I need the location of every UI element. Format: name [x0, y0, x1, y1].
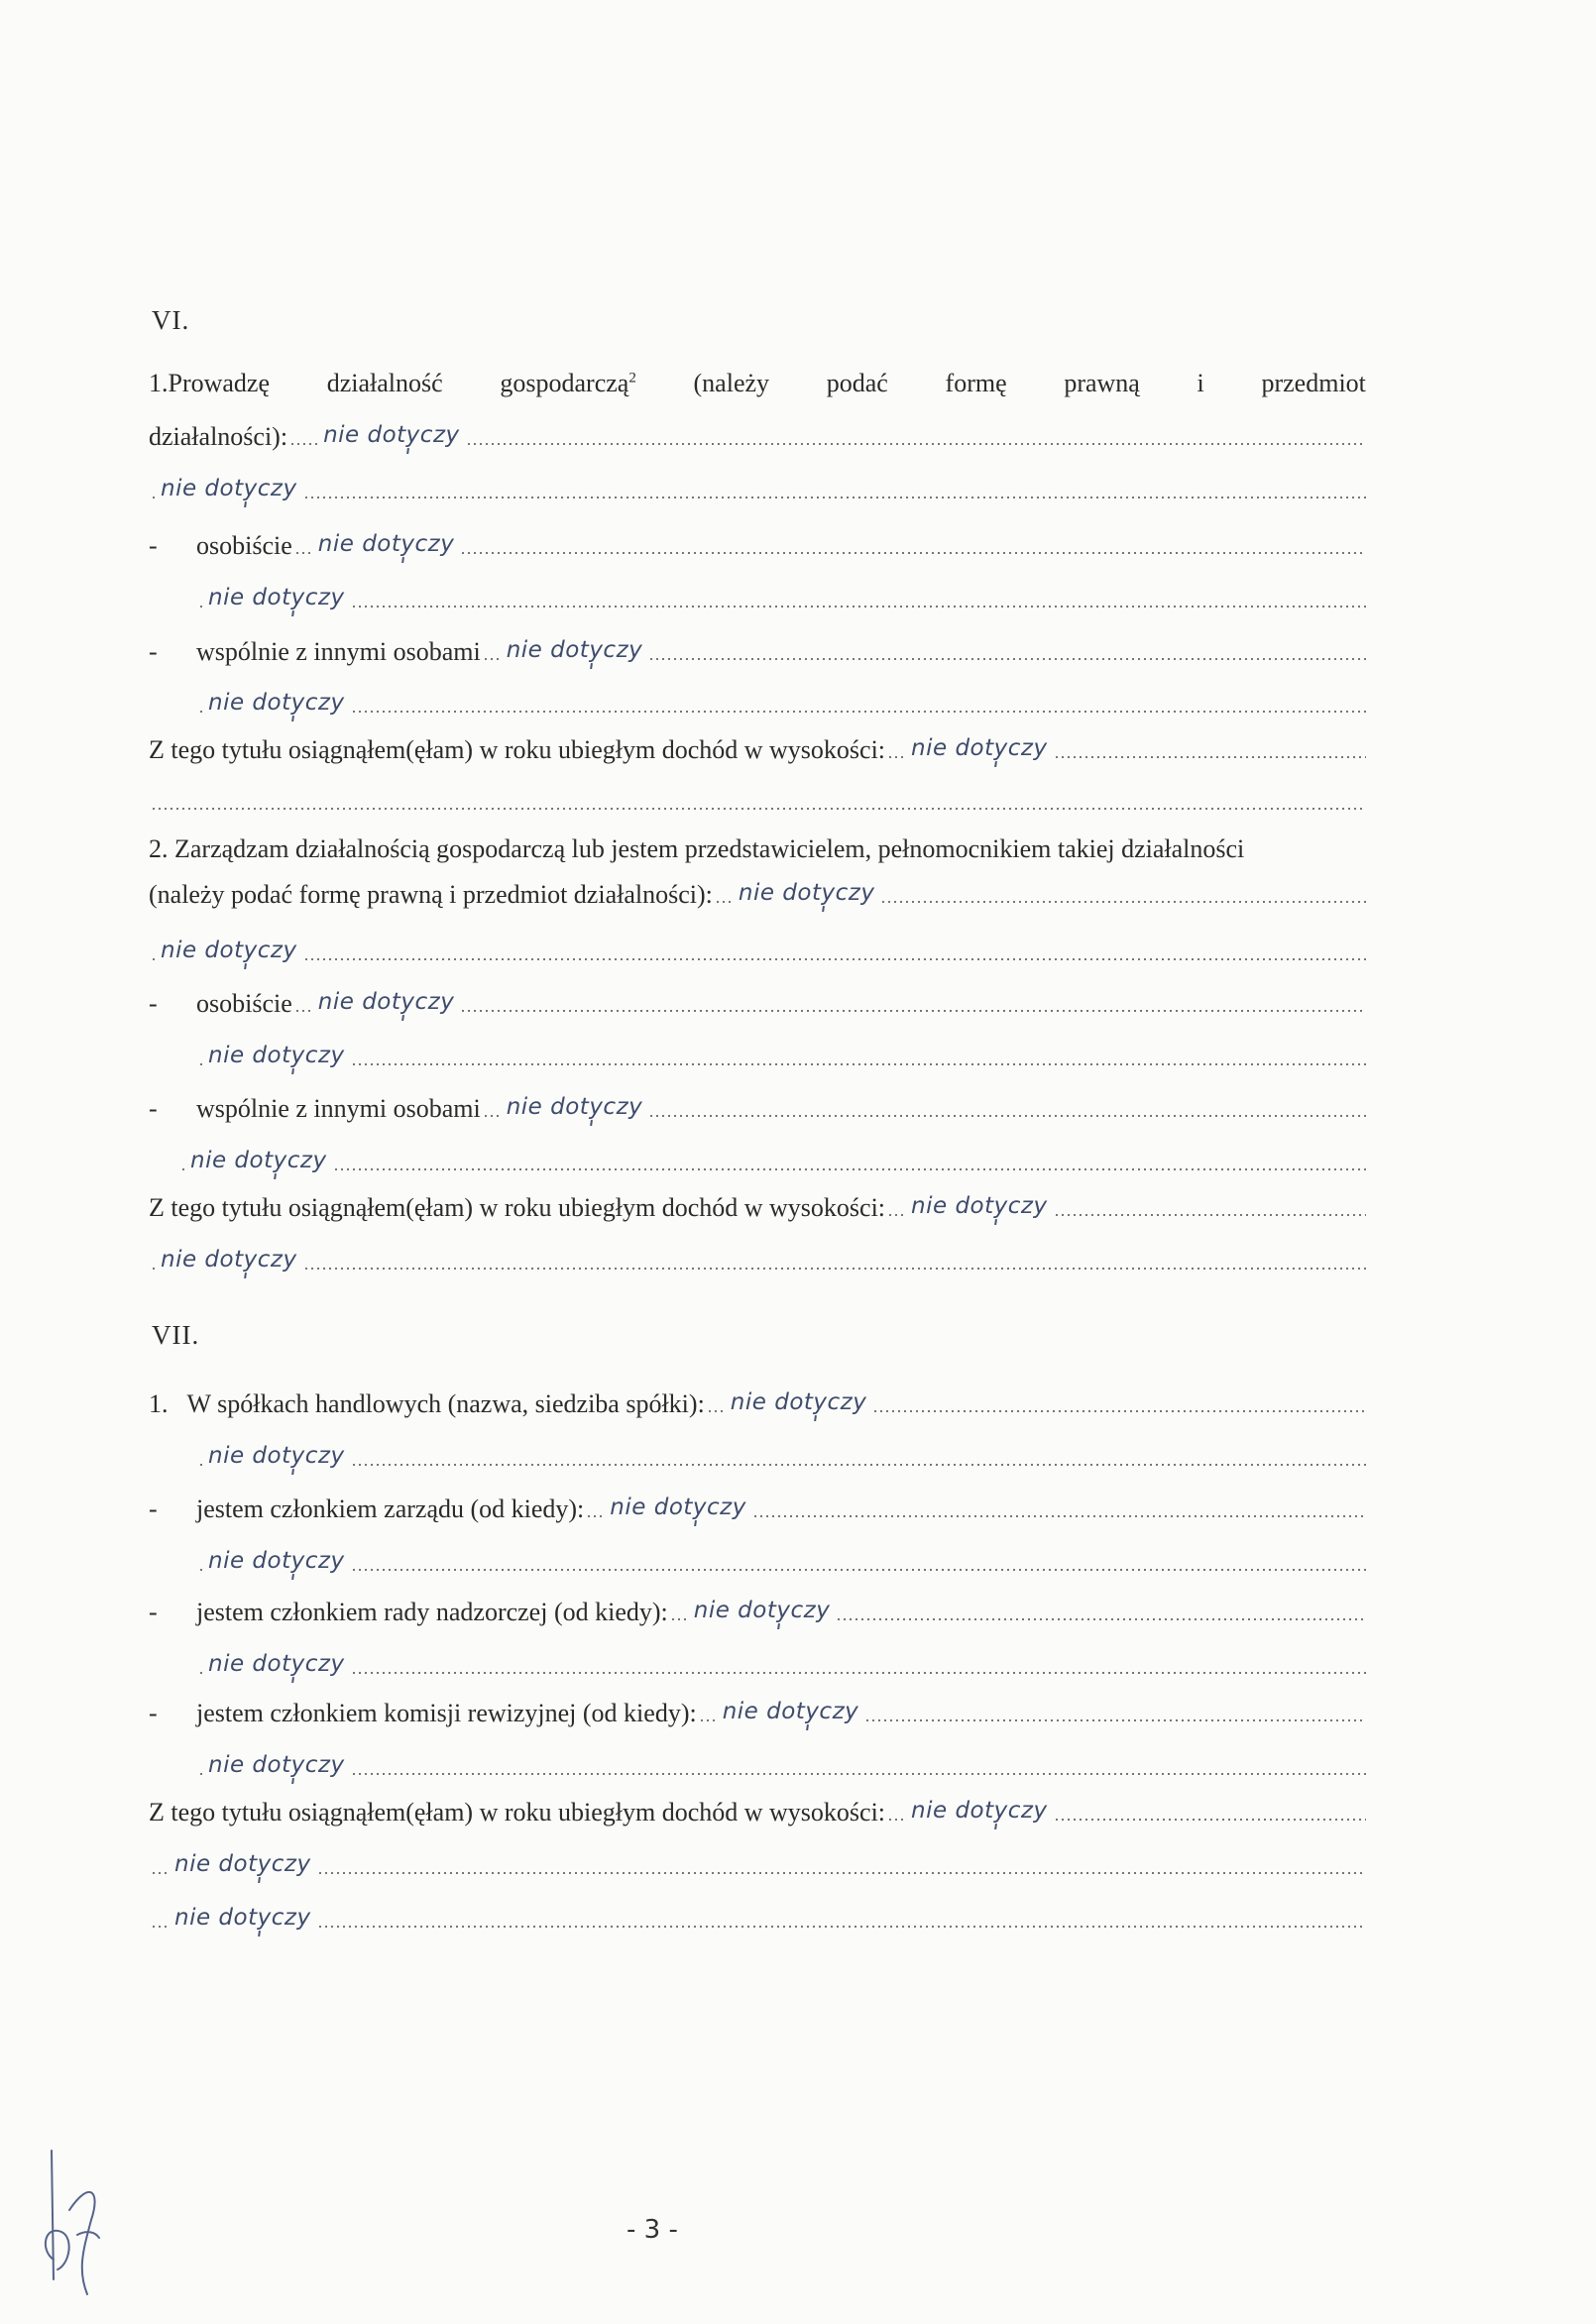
dotted-leader [303, 958, 1366, 960]
section-vi-heading: VI. [152, 305, 190, 335]
vi-intro-word: (należy [693, 369, 770, 397]
vi-1-wspolnie-line [149, 629, 1366, 669]
handwritten-answer: nie dotyczy [204, 1651, 349, 1683]
dotted-leader [864, 1719, 1366, 1721]
vi-2-wspolnie-cont [149, 1140, 1366, 1179]
list-dash: - [149, 989, 158, 1018]
dotted-leader [1054, 756, 1366, 758]
field-label: 1. W spółkach handlowych (nazwa, siedziba spółki): [149, 1389, 705, 1418]
field-label: Z tego tytułu osiągnąłem(ęłam) w roku ubiegłym dochód w wysokości: [149, 1798, 886, 1826]
vii-komisja-line [149, 1691, 1366, 1730]
vi-1-osobiscie-cont [149, 577, 1366, 616]
dotted-leader [715, 901, 735, 903]
vi-intro-word: 1.Prowadzę [149, 369, 271, 397]
handwritten-answer: nie dotyczy [186, 1148, 331, 1179]
dotted-leader [707, 1410, 727, 1412]
vi-2-wspolnie-line [149, 1086, 1366, 1126]
dotted-leader [351, 1464, 1366, 1466]
vi-intro-word: działalność [326, 369, 443, 397]
dotted-leader [317, 1926, 1366, 1928]
vi-1-blank-line [149, 779, 1366, 819]
vi-2-line-3 [149, 930, 1366, 969]
vii-rada-cont [149, 1643, 1366, 1683]
dotted-leader [294, 552, 314, 554]
handwritten-answer: nie dotyczy [204, 1548, 349, 1580]
vi-intro-line [149, 359, 1366, 398]
handwritten-answer: nie dotyczy [735, 880, 879, 912]
handwritten-answer: nie dotyczy [719, 1699, 863, 1730]
vi-1-wspolnie-cont [149, 682, 1366, 721]
field-label: osobiście [196, 989, 292, 1018]
field-label: (należy podać formę prawną i przedmiot działalności): [149, 880, 713, 909]
field-label: osobiście [196, 531, 292, 560]
vi-intro-word: i [1197, 369, 1204, 397]
dotted-leader [466, 443, 1366, 445]
dotted-leader [1054, 1819, 1366, 1821]
handwritten-answer: nie dotyczy [727, 1389, 871, 1421]
handwritten-answer: nie dotyczy [690, 1598, 835, 1629]
dotted-leader [648, 1115, 1366, 1117]
dotted-leader [303, 497, 1366, 498]
handwritten-answer: nie dotyczy [171, 1905, 315, 1937]
dotted-leader [1054, 1214, 1366, 1216]
footnote-mark: 2 [628, 370, 636, 387]
vi-intro-word: formę [945, 369, 1007, 397]
vi-2-line-1 [149, 827, 1366, 866]
handwritten-answer: nie dotyczy [204, 585, 349, 616]
dotted-leader [333, 1168, 1366, 1170]
dotted-leader [752, 1515, 1366, 1517]
dotted-leader [872, 1410, 1366, 1412]
vii-income-cont-1 [149, 1843, 1366, 1883]
vi-1-line-a [149, 414, 1366, 454]
dotted-leader [460, 1010, 1366, 1012]
vi-1-line-b [149, 468, 1366, 507]
handwritten-answer: nie dotyczy [157, 476, 301, 507]
dotted-leader [586, 1515, 606, 1517]
vii-zarzad-cont [149, 1540, 1366, 1580]
handwritten-answer: nie dotyczy [171, 1851, 315, 1883]
vi-1-income-line [149, 727, 1366, 767]
dotted-leader [317, 1872, 1366, 1874]
field-label: wspólnie z innymi osobami [196, 637, 481, 666]
dotted-leader [699, 1719, 719, 1721]
field-label: działalności): [149, 422, 288, 451]
vi-2-line-2 [149, 872, 1366, 912]
vi-1-osobiscie-line [149, 523, 1366, 563]
vii-rada-line [149, 1590, 1366, 1629]
vii-1-line [149, 1382, 1366, 1421]
handwritten-answer: nie dotyczy [907, 735, 1052, 767]
dotted-leader [351, 1672, 1366, 1674]
field-label: jestem członkiem rady nadzorczej (od kiedy): [196, 1598, 668, 1626]
field-label: 2. Zarządzam działalnością gospodarczą lub jestem przedstawicielem, pełnomocnikiem takiej działalności [149, 834, 1245, 863]
dotted-leader [483, 658, 503, 660]
dotted-leader [880, 901, 1366, 903]
handwritten-answer: nie dotyczy [907, 1193, 1052, 1225]
vi-2-osobiscie-line [149, 981, 1366, 1021]
section-vii-heading: VII. [152, 1320, 200, 1350]
list-dash: - [149, 1494, 158, 1523]
handwritten-answer: nie dotyczy [204, 1043, 349, 1074]
dotted-leader [351, 1773, 1366, 1775]
handwritten-answer: nie dotyczy [204, 1752, 349, 1784]
handwritten-answer: nie dotyczy [157, 938, 301, 969]
vii-1-cont [149, 1435, 1366, 1475]
dotted-leader [351, 606, 1366, 608]
vi-intro-word: gospodarczą$^2$ [500, 369, 636, 397]
dotted-leader [483, 1115, 503, 1117]
handwritten-answer: nie dotyczy [204, 690, 349, 721]
list-dash: - [149, 531, 158, 560]
dotted-leader [351, 1063, 1366, 1065]
dotted-leader [151, 808, 1366, 810]
vi-2-income-line [149, 1185, 1366, 1225]
vi-intro-word: prawną [1064, 369, 1140, 397]
vii-income-line [149, 1790, 1366, 1829]
handwritten-answer: nie dotyczy [503, 637, 647, 669]
handwritten-answer: nie dotyczy [503, 1094, 647, 1126]
field-label: jestem członkiem komisji rewizyjnej (od kiedy): [196, 1699, 697, 1727]
list-dash: - [149, 1094, 158, 1123]
list-dash: - [149, 637, 158, 666]
field-label: Z tego tytułu osiągnąłem(ęłam) w roku ubiegłym dochód w wysokości: [149, 1193, 886, 1222]
vi-2-income-cont [149, 1239, 1366, 1278]
vi-intro-word: podać [826, 369, 888, 397]
dotted-leader [836, 1618, 1366, 1620]
dotted-leader [648, 658, 1366, 660]
dotted-leader [351, 711, 1366, 713]
handwritten-answer: nie dotyczy [907, 1798, 1052, 1829]
handwritten-answer: nie dotyczy [319, 422, 464, 454]
field-label: jestem członkiem zarządu (od kiedy): [196, 1494, 585, 1523]
handwritten-answer: nie dotyczy [204, 1443, 349, 1475]
handwritten-answer: nie dotyczy [314, 989, 459, 1021]
dotted-leader [670, 1618, 690, 1620]
vii-komisja-cont [149, 1744, 1366, 1784]
dotted-leader [151, 1926, 171, 1928]
page-number: - 3 - [627, 2215, 678, 2245]
dotted-leader [887, 1819, 907, 1821]
dotted-leader [289, 443, 319, 445]
dotted-leader [294, 1010, 314, 1012]
list-dash: - [149, 1598, 158, 1626]
dotted-leader [460, 552, 1366, 554]
field-label: Z tego tytułu osiągnąłem(ęłam) w roku ubiegłym dochód w wysokości: [149, 735, 886, 764]
vii-income-cont-2 [149, 1897, 1366, 1937]
dotted-leader [351, 1569, 1366, 1571]
initials-signature [40, 2141, 109, 2299]
handwritten-answer: nie dotyczy [314, 531, 459, 563]
vii-zarzad-line [149, 1487, 1366, 1526]
vi-intro-word: przedmiot [1261, 369, 1366, 397]
dotted-leader [151, 1872, 171, 1874]
list-dash: - [149, 1699, 158, 1727]
handwritten-answer: nie dotyczy [157, 1247, 301, 1278]
dotted-leader [887, 756, 907, 758]
vi-2-osobiscie-cont [149, 1035, 1366, 1074]
handwritten-answer: nie dotyczy [606, 1494, 750, 1526]
field-label: wspólnie z innymi osobami [196, 1094, 481, 1123]
dotted-leader [887, 1214, 907, 1216]
dotted-leader [303, 1268, 1366, 1270]
